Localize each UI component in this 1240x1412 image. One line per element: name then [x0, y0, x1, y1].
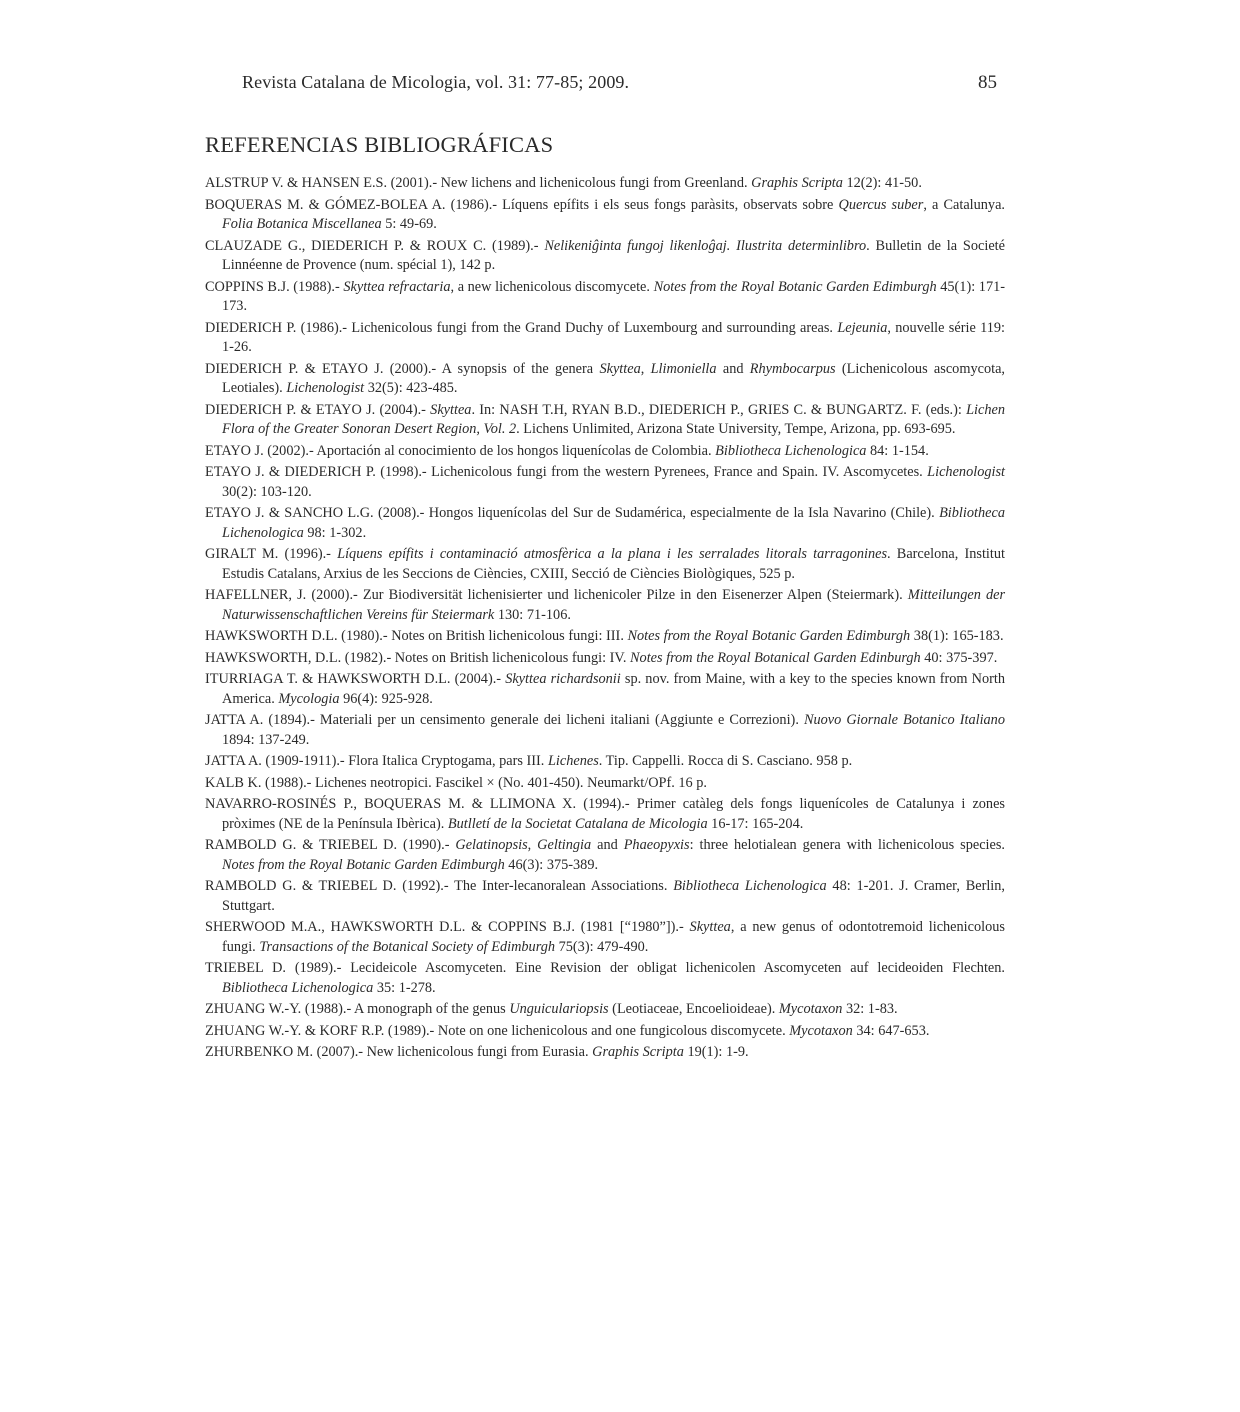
- reference-text: and: [591, 837, 624, 853]
- reference-text: , nouvelle série 119: 1-26.: [222, 319, 1005, 355]
- reference-italic-text: Transactions of the Botanical Society of Edimburgh: [259, 938, 556, 955]
- reference-entry: [205, 319, 1005, 358]
- reference-text: 16-17: 165-204.: [707, 815, 804, 832]
- reference-text: 35: 1-278.: [373, 979, 436, 996]
- reference-text: TRIEBEL D. (1989).- Lecideicole Ascomyceten. Eine Revision der obligat lichenicolen Ascomyceten auf lecideoiden Flechten.: [205, 960, 1005, 976]
- reference-italic-text: Notes from the Royal Botanic Garden Edimburgh: [222, 856, 505, 873]
- reference-italic-text: Lichenes: [547, 753, 599, 769]
- reference-text: ZHURBENKO M. (2007).- New lichenicolous fungi from Eurasia.: [205, 1044, 593, 1060]
- reference-text: GIRALT M. (1996).-: [205, 546, 338, 562]
- reference-text: RAMBOLD G. & TRIEBEL D. (1990).-: [205, 837, 456, 853]
- reference-text: ,: [527, 837, 538, 853]
- reference-text: RAMBOLD G. & TRIEBEL D. (1992).- The Inter-lecanoralean Associations.: [205, 878, 674, 894]
- reference-list: [205, 174, 1005, 1065]
- reference-entry: [205, 360, 1005, 399]
- reference-text: 48: 1-201. J. Cramer, Berlin, Stuttgart.: [222, 878, 1005, 914]
- reference-entry: [205, 711, 1005, 750]
- reference-text: HAFELLNER, J. (2000).- Zur Biodiversität lichenisierter und lichenicoler Pilze in den Eisenerzer Alpen (Steiermark).: [205, 587, 908, 603]
- reference-text: 46(3): 375-389.: [504, 856, 599, 873]
- reference-text: . Barcelona, Institut Estudis Catalans, Arxius de les Seccions de Ciències, CXIII, Secció de Ciències Biològiques, 525 p.: [222, 546, 1005, 582]
- reference-entry: [205, 1043, 1005, 1063]
- reference-text: , a new genus of odontotremoid lichenicolous fungi.: [222, 919, 1005, 955]
- page-number: 85: [978, 72, 997, 93]
- reference-italic-text: Skyttea: [689, 919, 731, 935]
- reference-italic-text: Unguiculariopsis: [509, 1001, 609, 1017]
- reference-text: COPPINS B.J. (1988).-: [205, 278, 344, 295]
- reference-italic-text: Quercus suber: [838, 196, 924, 213]
- reference-text: DIEDERICH P. (1986).- Lichenicolous fungi from the Grand Duchy of Luxembourg and surrounding areas.: [205, 319, 838, 336]
- reference-italic-text: Butlletí de la Societat Catalana de Micologia: [447, 815, 708, 832]
- reference-italic-text: Skyttea: [599, 360, 641, 377]
- reference-text: 12(2): 41-50.: [842, 175, 922, 191]
- reference-text: ALSTRUP V. & HANSEN E.S. (2001).- New lichens and lichenicolous fungi from Greenland.: [205, 175, 752, 191]
- reference-text: . In: NASH T.H, RYAN B.D., DIEDERICH P., GRIES C. & BUNGARTZ. F. (eds.):: [471, 401, 967, 418]
- section-title: REFERENCIAS BIBLIOGRÁFICAS: [205, 132, 554, 157]
- reference-text: (Lichenicolous ascomycota, Leotiales).: [222, 360, 1005, 396]
- reference-italic-text: Lejeunia: [837, 319, 888, 336]
- reference-text: 1894: 137-249.: [222, 731, 310, 748]
- reference-italic-text: Notes from the Royal Botanic Garden Edimburgh: [653, 278, 937, 295]
- reference-italic-text: Folia Botanica Miscellanea: [222, 216, 382, 232]
- reference-text: HAWKSWORTH, D.L. (1982).- Notes on British lichenicolous fungi: IV.: [205, 649, 631, 666]
- reference-text: 75(3): 479-490.: [555, 938, 649, 955]
- reference-italic-text: Líquens epífits i contaminació atmosfèrica a la plana i les serralades litorals tarragonines: [337, 546, 888, 562]
- reference-text: HAWKSWORTH D.L. (1980).- Notes on British lichenicolous fungi: III.: [205, 628, 628, 644]
- reference-italic-text: Geltingia: [537, 837, 592, 853]
- reference-text: SHERWOOD M.A., HAWKSWORTH D.L. & COPPINS B.J. (1981 [“1980”]).-: [205, 919, 690, 935]
- reference-text: 38(1): 165-183.: [910, 628, 1004, 644]
- reference-text: 32(5): 423-485.: [364, 380, 458, 396]
- reference-italic-text: Bibliotheca Lichenologica: [715, 442, 867, 459]
- reference-italic-text: Graphis Scripta: [751, 175, 843, 191]
- reference-italic-text: Lichenologist: [286, 380, 365, 396]
- reference-italic-text: Nelikeniĝinta fungoj likenloĝaj. Ilustrita determinlibro: [544, 237, 867, 254]
- reference-text: ETAYO J. & DIEDERICH P. (1998).- Lichenicolous fungi from the western Pyrenees, France and Spain. IV. Ascomycetes.: [205, 464, 928, 480]
- reference-entry: [205, 649, 1005, 669]
- reference-text: 96(4): 925-928.: [339, 690, 433, 707]
- reference-italic-text: Lichen Flora of the Greater Sonoran Desert Region, Vol. 2: [222, 401, 1005, 437]
- reference-text: . Lichens Unlimited, Arizona State University, Tempe, Arizona, pp. 693-695.: [516, 421, 956, 437]
- reference-entry: [205, 1022, 1005, 1042]
- reference-italic-text: Skyttea: [430, 401, 472, 418]
- reference-text: JATTA A. (1894).- Materiali per un censimento generale dei licheni italiani (Aggiunte e Correzioni).: [205, 712, 804, 728]
- reference-entry: [205, 959, 1005, 998]
- reference-italic-text: Bibliotheca Lichenologica: [222, 979, 374, 996]
- reference-italic-text: Skyttea richardsonii: [505, 671, 621, 687]
- reference-italic-text: Llimoniella: [650, 360, 717, 377]
- reference-entry: [205, 836, 1005, 875]
- reference-text: NAVARRO-ROSINÉS P., BOQUERAS M. & LLIMONA X. (1994).- Primer catàleg dels fongs liquenícoles de Catalunya i zones pròximes (NE de la Península Ibèrica).: [205, 796, 1005, 832]
- reference-italic-text: Nuovo Giornale Botanico Italiano: [803, 712, 1005, 728]
- reference-entry: [205, 918, 1005, 957]
- reference-entry: [205, 504, 1005, 543]
- reference-text: : three helotialean genera with lichenicolous species.: [689, 837, 1005, 853]
- reference-text: 34: 647-653.: [852, 1022, 930, 1039]
- reference-text: 19(1): 1-9.: [683, 1044, 749, 1060]
- reference-text: BOQUERAS M. & GÓMEZ-BOLEA A. (1986).- Líquens epífits i els seus fongs paràsits, observats sobre: [205, 196, 839, 213]
- reference-entry: [205, 545, 1005, 584]
- reference-entry: [205, 752, 1005, 772]
- reference-entry: [205, 237, 1005, 276]
- reference-italic-text: Rhymbocarpus: [749, 360, 836, 377]
- reference-text: 98: 1-302.: [303, 524, 367, 541]
- reference-entry: [205, 463, 1005, 502]
- reference-text: . Tip. Cappelli. Rocca di S. Casciano. 958 p.: [598, 753, 853, 769]
- reference-text: 30(2): 103-120.: [222, 483, 312, 500]
- reference-italic-text: Mitteilungen der Naturwissenschaftlichen Vereins für Steiermark: [222, 587, 1006, 623]
- reference-text: KALB K. (1988).- Lichenes neotropici. Fascikel × (No. 401-450). Neumarkt/OPf. 16 p.: [205, 774, 707, 791]
- reference-text: 84: 1-154.: [866, 442, 929, 459]
- reference-text: ,: [640, 360, 651, 377]
- reference-italic-text: Mycotaxon: [789, 1022, 853, 1039]
- reference-italic-text: Lichenologist: [927, 464, 1005, 480]
- reference-text: sp. nov. from Maine, with a key to the species known from North America.: [222, 671, 1005, 707]
- reference-italic-text: Bibliotheca Lichenologica: [673, 878, 827, 894]
- reference-text: , a Catalunya.: [923, 196, 1006, 213]
- reference-text: CLAUZADE G., DIEDERICH P. & ROUX C. (1989).-: [205, 237, 545, 254]
- reference-entry: [205, 278, 1005, 317]
- reference-text: 45(1): 171-173.: [222, 278, 1006, 314]
- reference-entry: [205, 877, 1005, 916]
- reference-text: ETAYO J. (2002).- Aportación al conocimiento de los hongos liquenícolas de Colombia.: [205, 442, 716, 459]
- reference-text: ITURRIAGA T. & HAWKSWORTH D.L. (2004).-: [205, 671, 506, 687]
- reference-text: . Bulletin de la Societé Linnéenne de Provence (num. spécial 1), 142 p.: [222, 237, 1005, 273]
- reference-italic-text: Mycologia: [278, 690, 340, 707]
- reference-text: DIEDERICH P. & ETAYO J. (2004).-: [205, 401, 431, 418]
- reference-italic-text: Graphis Scripta: [592, 1044, 684, 1060]
- reference-text: 40: 375-397.: [920, 649, 998, 666]
- reference-text: 32: 1-83.: [842, 1001, 898, 1017]
- running-head: Revista Catalana de Micologia, vol. 31: 77-85; 2009.: [242, 72, 630, 92]
- reference-entry: [205, 795, 1005, 834]
- reference-entry: [205, 196, 1005, 235]
- reference-text: 130: 71-106.: [494, 606, 571, 623]
- reference-italic-text: Skyttea refractaria: [343, 278, 451, 295]
- reference-text: JATTA A. (1909-1911).- Flora Italica Cryptogama, pars III.: [205, 753, 548, 769]
- reference-entry: [205, 774, 1005, 794]
- reference-italic-text: Bibliotheca Lichenologica: [222, 505, 1005, 541]
- reference-text: DIEDERICH P. & ETAYO J. (2000).- A synopsis of the genera: [205, 360, 600, 377]
- reference-entry: [205, 174, 1005, 194]
- reference-text: and: [716, 360, 750, 377]
- reference-text: ETAYO J. & SANCHO L.G. (2008).- Hongos liquenícolas del Sur de Sudamérica, especialmente de la Isla Navarino (Chile).: [205, 505, 940, 521]
- reference-text: (Leotiaceae, Encoelioideae).: [608, 1001, 779, 1017]
- reference-entry: [205, 442, 1005, 462]
- reference-text: 5: 49-69.: [381, 216, 437, 232]
- reference-entry: [205, 1000, 1005, 1020]
- reference-entry: [205, 586, 1005, 625]
- reference-italic-text: Phaeopyxis: [623, 837, 690, 853]
- reference-italic-text: Notes from the Royal Botanical Garden Edinburgh: [630, 649, 921, 666]
- reference-text: ZHUANG W.-Y. (1988).- A monograph of the genus: [205, 1001, 510, 1017]
- reference-italic-text: Gelatinopsis: [455, 837, 528, 853]
- reference-entry: [205, 627, 1005, 647]
- reference-italic-text: Mycotaxon: [778, 1001, 843, 1017]
- reference-text: ZHUANG W.-Y. & KORF R.P. (1989).- Note on one lichenicolous and one fungicolous discomycete.: [205, 1022, 790, 1039]
- reference-text: , a new lichenicolous discomycete.: [450, 278, 654, 295]
- reference-entry: [205, 401, 1005, 440]
- reference-italic-text: Notes from the Royal Botanic Garden Edimburgh: [627, 628, 911, 644]
- reference-entry: [205, 670, 1005, 709]
